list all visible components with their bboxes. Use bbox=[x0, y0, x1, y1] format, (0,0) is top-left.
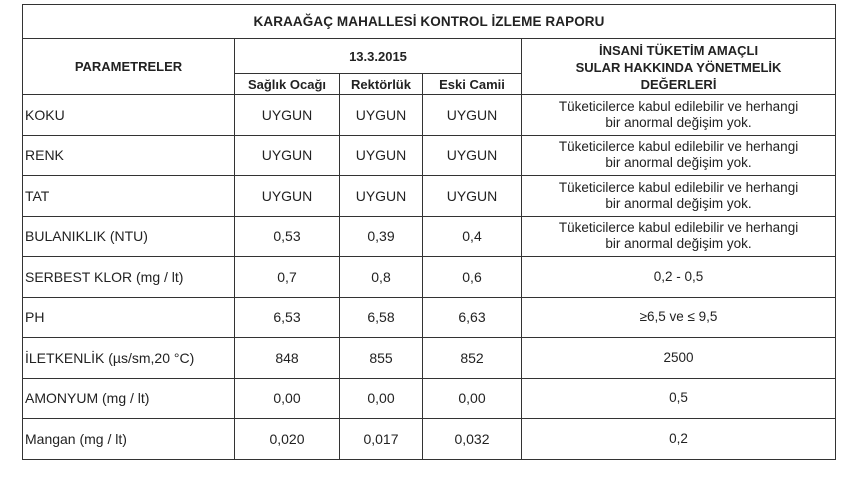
regulation-value bbox=[522, 176, 836, 217]
value-eski-camii: 0,6 bbox=[423, 257, 522, 298]
regulation-value bbox=[522, 95, 836, 136]
parameter-name: Mangan (mg / lt) bbox=[23, 419, 235, 460]
regulation-line: 2500 bbox=[663, 349, 694, 365]
parameter-name: PH bbox=[23, 297, 235, 338]
regulation-value bbox=[522, 419, 836, 460]
table-row bbox=[23, 176, 836, 217]
table-row bbox=[23, 257, 836, 298]
regulation-header-line: İNSANİ TÜKETİM AMAÇLI bbox=[598, 43, 759, 58]
parameters-header: PARAMETRELER bbox=[23, 39, 235, 95]
regulation-header bbox=[522, 39, 836, 95]
regulation-value bbox=[522, 135, 836, 176]
value-eski-camii: 0,00 bbox=[423, 378, 522, 419]
regulation-line: ≥6,5 ve ≤ 9,5 bbox=[639, 309, 718, 325]
value-rektorluk: 0,00 bbox=[340, 378, 423, 419]
value-saglik-ocagi: 0,00 bbox=[235, 378, 340, 419]
value-eski-camii: 852 bbox=[423, 338, 522, 379]
parameter-name: SERBEST KLOR (mg / lt) bbox=[23, 257, 235, 298]
value-saglik-ocagi: 6,53 bbox=[235, 297, 340, 338]
report-title: KARAAĞAÇ MAHALLESİ KONTROL İZLEME RAPORU bbox=[23, 5, 836, 39]
sample-date: 13.3.2015 bbox=[235, 39, 522, 74]
value-rektorluk: 0,8 bbox=[340, 257, 423, 298]
table-row bbox=[23, 95, 836, 136]
value-eski-camii: 6,63 bbox=[423, 297, 522, 338]
regulation-line: bir anormal değişim yok. bbox=[605, 114, 752, 130]
report-table bbox=[22, 4, 836, 460]
value-saglik-ocagi: UYGUN bbox=[235, 95, 340, 136]
regulation-line: 0,5 bbox=[669, 390, 688, 406]
regulation-header-line: DEĞERLERİ bbox=[640, 77, 717, 92]
value-rektorluk: 0,39 bbox=[340, 216, 423, 257]
regulation-line: 0,2 bbox=[669, 430, 688, 446]
regulation-line: 0,2 - 0,5 bbox=[653, 268, 704, 284]
value-rektorluk: UYGUN bbox=[340, 95, 423, 136]
parameter-name: İLETKENLİK (µs/sm,20 °C) bbox=[23, 338, 235, 379]
table-row bbox=[23, 338, 836, 379]
header-row-top bbox=[23, 39, 836, 74]
regulation-line: Tüketicilerce kabul edilebilir ve herhangi bbox=[558, 139, 799, 155]
value-eski-camii: UYGUN bbox=[423, 95, 522, 136]
value-saglik-ocagi: 0,020 bbox=[235, 419, 340, 460]
value-rektorluk: 855 bbox=[340, 338, 423, 379]
value-eski-camii: UYGUN bbox=[423, 135, 522, 176]
table-row bbox=[23, 297, 836, 338]
location-header-rektorluk: Rektörlük bbox=[340, 74, 423, 95]
regulation-line: bir anormal değişim yok. bbox=[605, 236, 752, 252]
regulation-value bbox=[522, 338, 836, 379]
regulation-line: Tüketicilerce kabul edilebilir ve herhangi bbox=[558, 220, 799, 236]
table-row bbox=[23, 378, 836, 419]
location-header-saglik-ocagi: Sağlık Ocağı bbox=[235, 74, 340, 95]
regulation-line: Tüketicilerce kabul edilebilir ve herhangi bbox=[558, 179, 799, 195]
title-row bbox=[23, 5, 836, 39]
value-rektorluk: UYGUN bbox=[340, 135, 423, 176]
table-row bbox=[23, 135, 836, 176]
parameter-name: RENK bbox=[23, 135, 235, 176]
value-saglik-ocagi: UYGUN bbox=[235, 176, 340, 217]
regulation-header-line: SULAR HAKKINDA YÖNETMELİK bbox=[575, 60, 782, 75]
value-saglik-ocagi: UYGUN bbox=[235, 135, 340, 176]
location-header-eski-camii: Eski Camii bbox=[423, 74, 522, 95]
parameter-name: BULANIKLIK (NTU) bbox=[23, 216, 235, 257]
regulation-line: Tüketicilerce kabul edilebilir ve herhangi bbox=[558, 98, 799, 114]
regulation-value bbox=[522, 257, 836, 298]
value-eski-camii: 0,4 bbox=[423, 216, 522, 257]
value-saglik-ocagi: 0,53 bbox=[235, 216, 340, 257]
value-rektorluk: 6,58 bbox=[340, 297, 423, 338]
regulation-value bbox=[522, 378, 836, 419]
parameter-name: TAT bbox=[23, 176, 235, 217]
value-rektorluk: 0,017 bbox=[340, 419, 423, 460]
value-rektorluk: UYGUN bbox=[340, 176, 423, 217]
regulation-value bbox=[522, 297, 836, 338]
parameter-name: KOKU bbox=[23, 95, 235, 136]
regulation-value bbox=[522, 216, 836, 257]
regulation-line: bir anormal değişim yok. bbox=[605, 155, 752, 171]
table-row bbox=[23, 216, 836, 257]
parameter-name: AMONYUM (mg / lt) bbox=[23, 378, 235, 419]
value-saglik-ocagi: 0,7 bbox=[235, 257, 340, 298]
report-table-body bbox=[23, 5, 836, 460]
value-eski-camii: UYGUN bbox=[423, 176, 522, 217]
value-saglik-ocagi: 848 bbox=[235, 338, 340, 379]
table-row bbox=[23, 419, 836, 460]
value-eski-camii: 0,032 bbox=[423, 419, 522, 460]
regulation-line: bir anormal değişim yok. bbox=[605, 195, 752, 211]
